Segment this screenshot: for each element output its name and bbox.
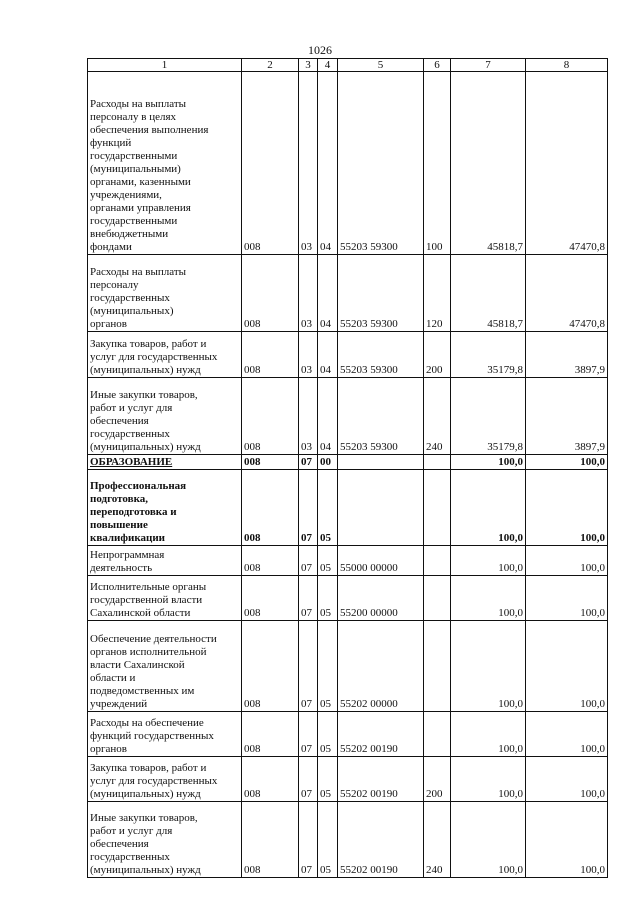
row-admin-code: 008	[242, 72, 299, 255]
row-name: Иные закупки товаров, работ и услуг для обеспечения государственных (муниципальных) нужд	[88, 802, 242, 878]
row-section-code: 07	[299, 470, 318, 546]
row-subsection-code: 05	[318, 621, 338, 712]
row-amount-year-1: 100,0	[451, 802, 526, 878]
row-section-code: 07	[299, 757, 318, 802]
row-admin-code: 008	[242, 470, 299, 546]
row-target-article: 55203 59300	[338, 378, 424, 455]
row-amount-year-2: 100,0	[526, 546, 608, 576]
row-admin-code: 008	[242, 255, 299, 332]
row-amount-year-1: 100,0	[451, 757, 526, 802]
row-expense-type: 120	[424, 255, 451, 332]
column-header: 7	[451, 59, 526, 72]
row-section-code: 07	[299, 455, 318, 470]
row-amount-year-1: 100,0	[451, 546, 526, 576]
table-row	[88, 802, 608, 878]
row-expense-type	[424, 621, 451, 712]
column-header: 1	[88, 59, 242, 72]
row-expense-type: 240	[424, 802, 451, 878]
column-header: 8	[526, 59, 608, 72]
row-amount-year-2: 3897,9	[526, 378, 608, 455]
table-row	[88, 546, 608, 576]
row-amount-year-2: 47470,8	[526, 255, 608, 332]
row-name: Расходы на обеспечение функций государственных органов	[88, 712, 242, 757]
row-expense-type: 100	[424, 72, 451, 255]
row-amount-year-2: 3897,9	[526, 332, 608, 378]
table-row	[88, 332, 608, 378]
row-subsection-code: 05	[318, 802, 338, 878]
row-admin-code: 008	[242, 802, 299, 878]
row-section-code: 03	[299, 332, 318, 378]
row-section-code: 03	[299, 255, 318, 332]
row-amount-year-1: 100,0	[451, 470, 526, 546]
row-section-code: 03	[299, 72, 318, 255]
row-expense-type: 200	[424, 332, 451, 378]
table-row	[88, 455, 608, 470]
row-target-article: 55202 00190	[338, 802, 424, 878]
row-admin-code: 008	[242, 455, 299, 470]
row-section-code: 07	[299, 621, 318, 712]
column-header: 2	[242, 59, 299, 72]
row-section-code: 07	[299, 576, 318, 621]
row-expense-type	[424, 470, 451, 546]
row-amount-year-1: 100,0	[451, 576, 526, 621]
row-section-code: 03	[299, 378, 318, 455]
row-amount-year-1: 100,0	[451, 621, 526, 712]
row-expense-type	[424, 576, 451, 621]
row-admin-code: 008	[242, 757, 299, 802]
row-amount-year-2: 47470,8	[526, 72, 608, 255]
row-section-code: 07	[299, 546, 318, 576]
row-amount-year-2: 100,0	[526, 621, 608, 712]
table-body	[88, 72, 608, 878]
row-amount-year-1: 35179,8	[451, 332, 526, 378]
row-name: Иные закупки товаров, работ и услуг для обеспечения государственных (муниципальных) нужд	[88, 378, 242, 455]
row-target-article: 55000 00000	[338, 546, 424, 576]
row-name: Расходы на выплаты персоналу государственных (муниципальных) органов	[88, 255, 242, 332]
row-amount-year-2: 100,0	[526, 802, 608, 878]
row-amount-year-1: 45818,7	[451, 72, 526, 255]
row-target-article: 55203 59300	[338, 72, 424, 255]
column-header: 3	[299, 59, 318, 72]
row-subsection-code: 05	[318, 757, 338, 802]
row-subsection-code: 05	[318, 546, 338, 576]
row-subsection-code: 04	[318, 255, 338, 332]
row-target-article: 55203 59300	[338, 255, 424, 332]
row-subsection-code: 04	[318, 72, 338, 255]
table-row	[88, 757, 608, 802]
row-subsection-code: 00	[318, 455, 338, 470]
row-name: Закупка товаров, работ и услуг для государственных (муниципальных) нужд	[88, 757, 242, 802]
row-name: ОБРАЗОВАНИЕ	[88, 455, 242, 470]
table-row	[88, 378, 608, 455]
row-subsection-code: 05	[318, 712, 338, 757]
row-expense-type	[424, 546, 451, 576]
row-amount-year-1: 45818,7	[451, 255, 526, 332]
row-subsection-code: 05	[318, 576, 338, 621]
page-number: 1026	[308, 43, 332, 57]
row-admin-code: 008	[242, 546, 299, 576]
table-row	[88, 621, 608, 712]
row-amount-year-2: 100,0	[526, 712, 608, 757]
row-name: Исполнительные органы государственной власти Сахалинской области	[88, 576, 242, 621]
row-amount-year-2: 100,0	[526, 757, 608, 802]
row-name: Расходы на выплаты персоналу в целях обеспечения выполнения функций государственными (муниципальными) органами, казенными учреждениями, органами управления государственными внебюджетными фондами	[88, 72, 242, 255]
row-target-article: 55200 00000	[338, 576, 424, 621]
row-admin-code: 008	[242, 621, 299, 712]
row-target-article	[338, 455, 424, 470]
row-name: Обеспечение деятельности органов исполнительной власти Сахалинской области и подведомственных им учреждений	[88, 621, 242, 712]
header-row	[88, 59, 608, 72]
row-target-article: 55202 00190	[338, 757, 424, 802]
row-amount-year-1: 100,0	[451, 712, 526, 757]
row-admin-code: 008	[242, 712, 299, 757]
row-target-article: 55202 00000	[338, 621, 424, 712]
row-expense-type	[424, 712, 451, 757]
row-amount-year-1: 100,0	[451, 455, 526, 470]
row-expense-type	[424, 455, 451, 470]
row-section-code: 07	[299, 802, 318, 878]
row-target-article	[338, 470, 424, 546]
row-admin-code: 008	[242, 576, 299, 621]
row-name: Непрограммная деятельность	[88, 546, 242, 576]
column-header: 6	[424, 59, 451, 72]
row-name: Закупка товаров, работ и услуг для государственных (муниципальных) нужд	[88, 332, 242, 378]
column-header: 4	[318, 59, 338, 72]
row-section-code: 07	[299, 712, 318, 757]
row-subsection-code: 04	[318, 332, 338, 378]
row-name: Профессиональная подготовка, переподготовка и повышение квалификации	[88, 470, 242, 546]
table-row	[88, 72, 608, 255]
row-subsection-code: 05	[318, 470, 338, 546]
row-admin-code: 008	[242, 378, 299, 455]
row-expense-type: 240	[424, 378, 451, 455]
row-amount-year-2: 100,0	[526, 470, 608, 546]
row-admin-code: 008	[242, 332, 299, 378]
table-row	[88, 255, 608, 332]
column-header: 5	[338, 59, 424, 72]
table-row	[88, 576, 608, 621]
row-amount-year-2: 100,0	[526, 455, 608, 470]
table-row	[88, 712, 608, 757]
table-row	[88, 470, 608, 546]
row-target-article: 55203 59300	[338, 332, 424, 378]
row-subsection-code: 04	[318, 378, 338, 455]
row-amount-year-2: 100,0	[526, 576, 608, 621]
row-amount-year-1: 35179,8	[451, 378, 526, 455]
row-expense-type: 200	[424, 757, 451, 802]
row-target-article: 55202 00190	[338, 712, 424, 757]
budget-table	[87, 58, 608, 878]
